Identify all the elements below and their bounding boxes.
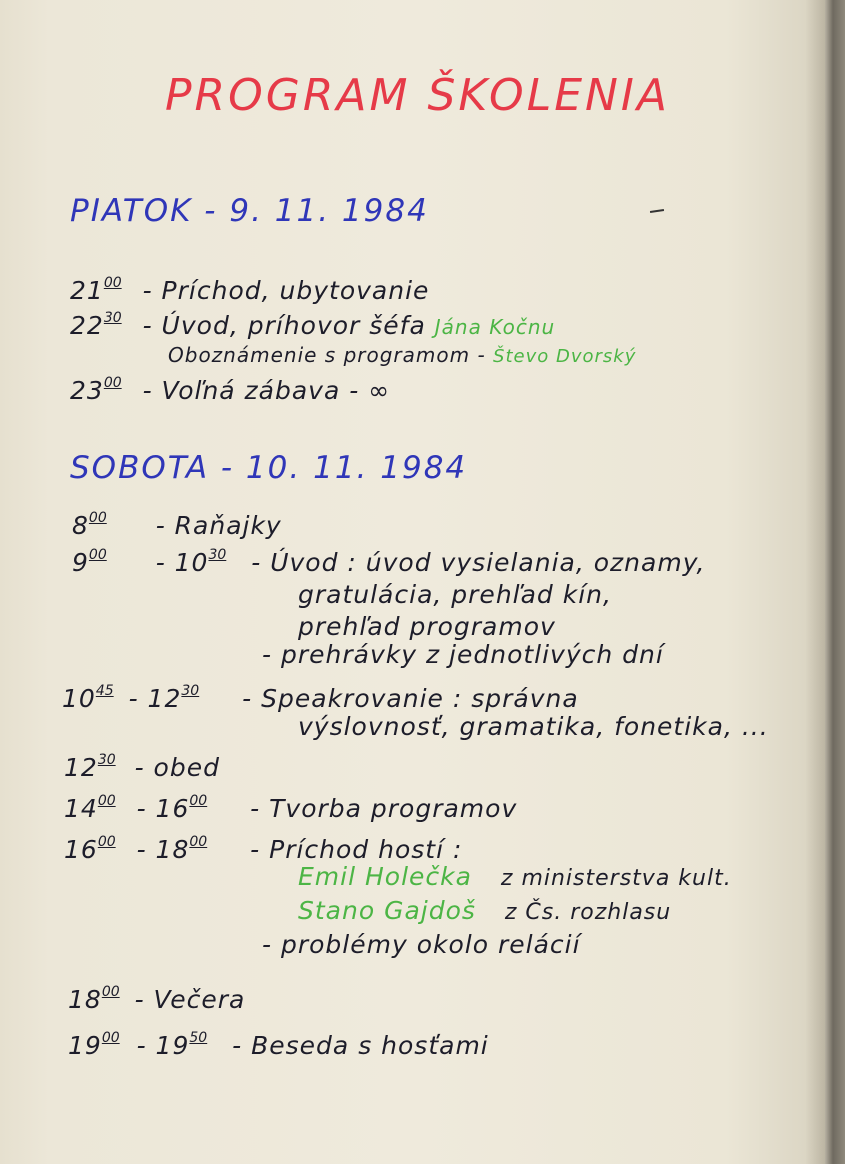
saturday-line-4: prehľad programov: [298, 612, 556, 641]
entry-text: z ministerstva kult.: [500, 866, 732, 891]
page-edge-shadow: [805, 0, 825, 1164]
guest-name: Števo Dvorský: [493, 346, 637, 367]
time: 10: [62, 684, 96, 713]
saturday-line-1: [72, 510, 282, 540]
notebook-spine: [825, 0, 845, 1164]
time-minutes: 00: [101, 1030, 120, 1046]
guest-name: Stano Gajdoš: [298, 896, 476, 925]
time: 22: [70, 311, 104, 340]
entry-text: - Raňajky: [155, 511, 282, 540]
time: 21: [70, 276, 104, 305]
end-minutes: 00: [189, 793, 208, 809]
time-minutes: 00: [97, 834, 116, 850]
saturday-line-8: [64, 752, 220, 782]
saturday-line-9: [64, 793, 517, 823]
entry-text: z Čs. rozhlasu: [504, 900, 672, 925]
entry-text: - Voľná zábava - ∞: [142, 376, 391, 405]
time-minutes: 00: [97, 793, 116, 809]
entry-text: - 18: [136, 835, 190, 864]
entry-text: - 10: [155, 548, 209, 577]
time-minutes: 00: [88, 547, 107, 563]
entry-detail: - Tvorba programov: [250, 794, 518, 823]
saturday-line-13: - problémy okolo relácií: [262, 930, 581, 959]
friday-line-2: [70, 310, 555, 340]
saturday-line-3: gratulácia, prehľad kín,: [298, 580, 612, 609]
time: 14: [64, 794, 98, 823]
time-minutes: 30: [97, 752, 116, 768]
saturday-line-14: [68, 984, 245, 1014]
end-minutes: 50: [189, 1030, 208, 1046]
page-title: PROGRAM ŠKOLENIA: [165, 70, 670, 121]
time-minutes: 00: [103, 375, 122, 391]
time: 12: [64, 753, 98, 782]
time: 8: [72, 511, 89, 540]
time-minutes: 30: [103, 310, 122, 326]
friday-line-4: [70, 375, 390, 405]
entry-text: - 12: [128, 684, 182, 713]
saturday-line-2: [72, 547, 706, 577]
saturday-line-12: [298, 896, 671, 925]
saturday-line-11: [298, 862, 732, 891]
entry-detail: - Speakrovanie : správna: [242, 684, 579, 713]
guest-name: Emil Holečka: [298, 862, 472, 891]
end-minutes: 00: [189, 834, 208, 850]
entry-text: - obed: [134, 753, 220, 782]
entry-detail: - Beseda s hosťami: [232, 1031, 489, 1060]
time: 16: [64, 835, 98, 864]
time: 9: [72, 548, 89, 577]
time: 18: [68, 985, 102, 1014]
pen-mark: [650, 209, 664, 213]
entry-text: Oboznámenie s programom -: [168, 343, 486, 367]
entry-text: - Úvod, príhovor šéfa: [142, 311, 426, 340]
saturday-line-15: [68, 1030, 489, 1060]
saturday-line-10: [64, 834, 462, 864]
saturday-heading: SOBOTA - 10. 11. 1984: [70, 450, 468, 486]
guest-name: Jána Kočnu: [434, 315, 556, 339]
saturday-line-6: [62, 683, 579, 713]
time: 23: [70, 376, 104, 405]
time-minutes: 00: [103, 275, 122, 291]
end-minutes: 30: [181, 683, 200, 699]
time-minutes: 00: [101, 984, 120, 1000]
time-minutes: 00: [88, 510, 107, 526]
friday-line-3: [168, 343, 636, 367]
end-minutes: 30: [208, 547, 227, 563]
time: 19: [68, 1031, 102, 1060]
time-minutes: 45: [95, 683, 114, 699]
friday-heading: PIATOK - 9. 11. 1984: [70, 193, 429, 229]
saturday-line-5: - prehrávky z jednotlivých dní: [262, 640, 664, 669]
entry-text: - Príchod, ubytovanie: [142, 276, 430, 305]
entry-text: - 19: [136, 1031, 190, 1060]
entry-text: - 16: [136, 794, 190, 823]
entry-text: - Večera: [134, 985, 246, 1014]
friday-line-1: [70, 275, 429, 305]
entry-detail: - Príchod hostí :: [250, 835, 463, 864]
saturday-line-7: výslovnosť, gramatika, fonetika, ...: [298, 712, 769, 741]
entry-detail: - Úvod : úvod vysielania, oznamy,: [251, 548, 706, 577]
